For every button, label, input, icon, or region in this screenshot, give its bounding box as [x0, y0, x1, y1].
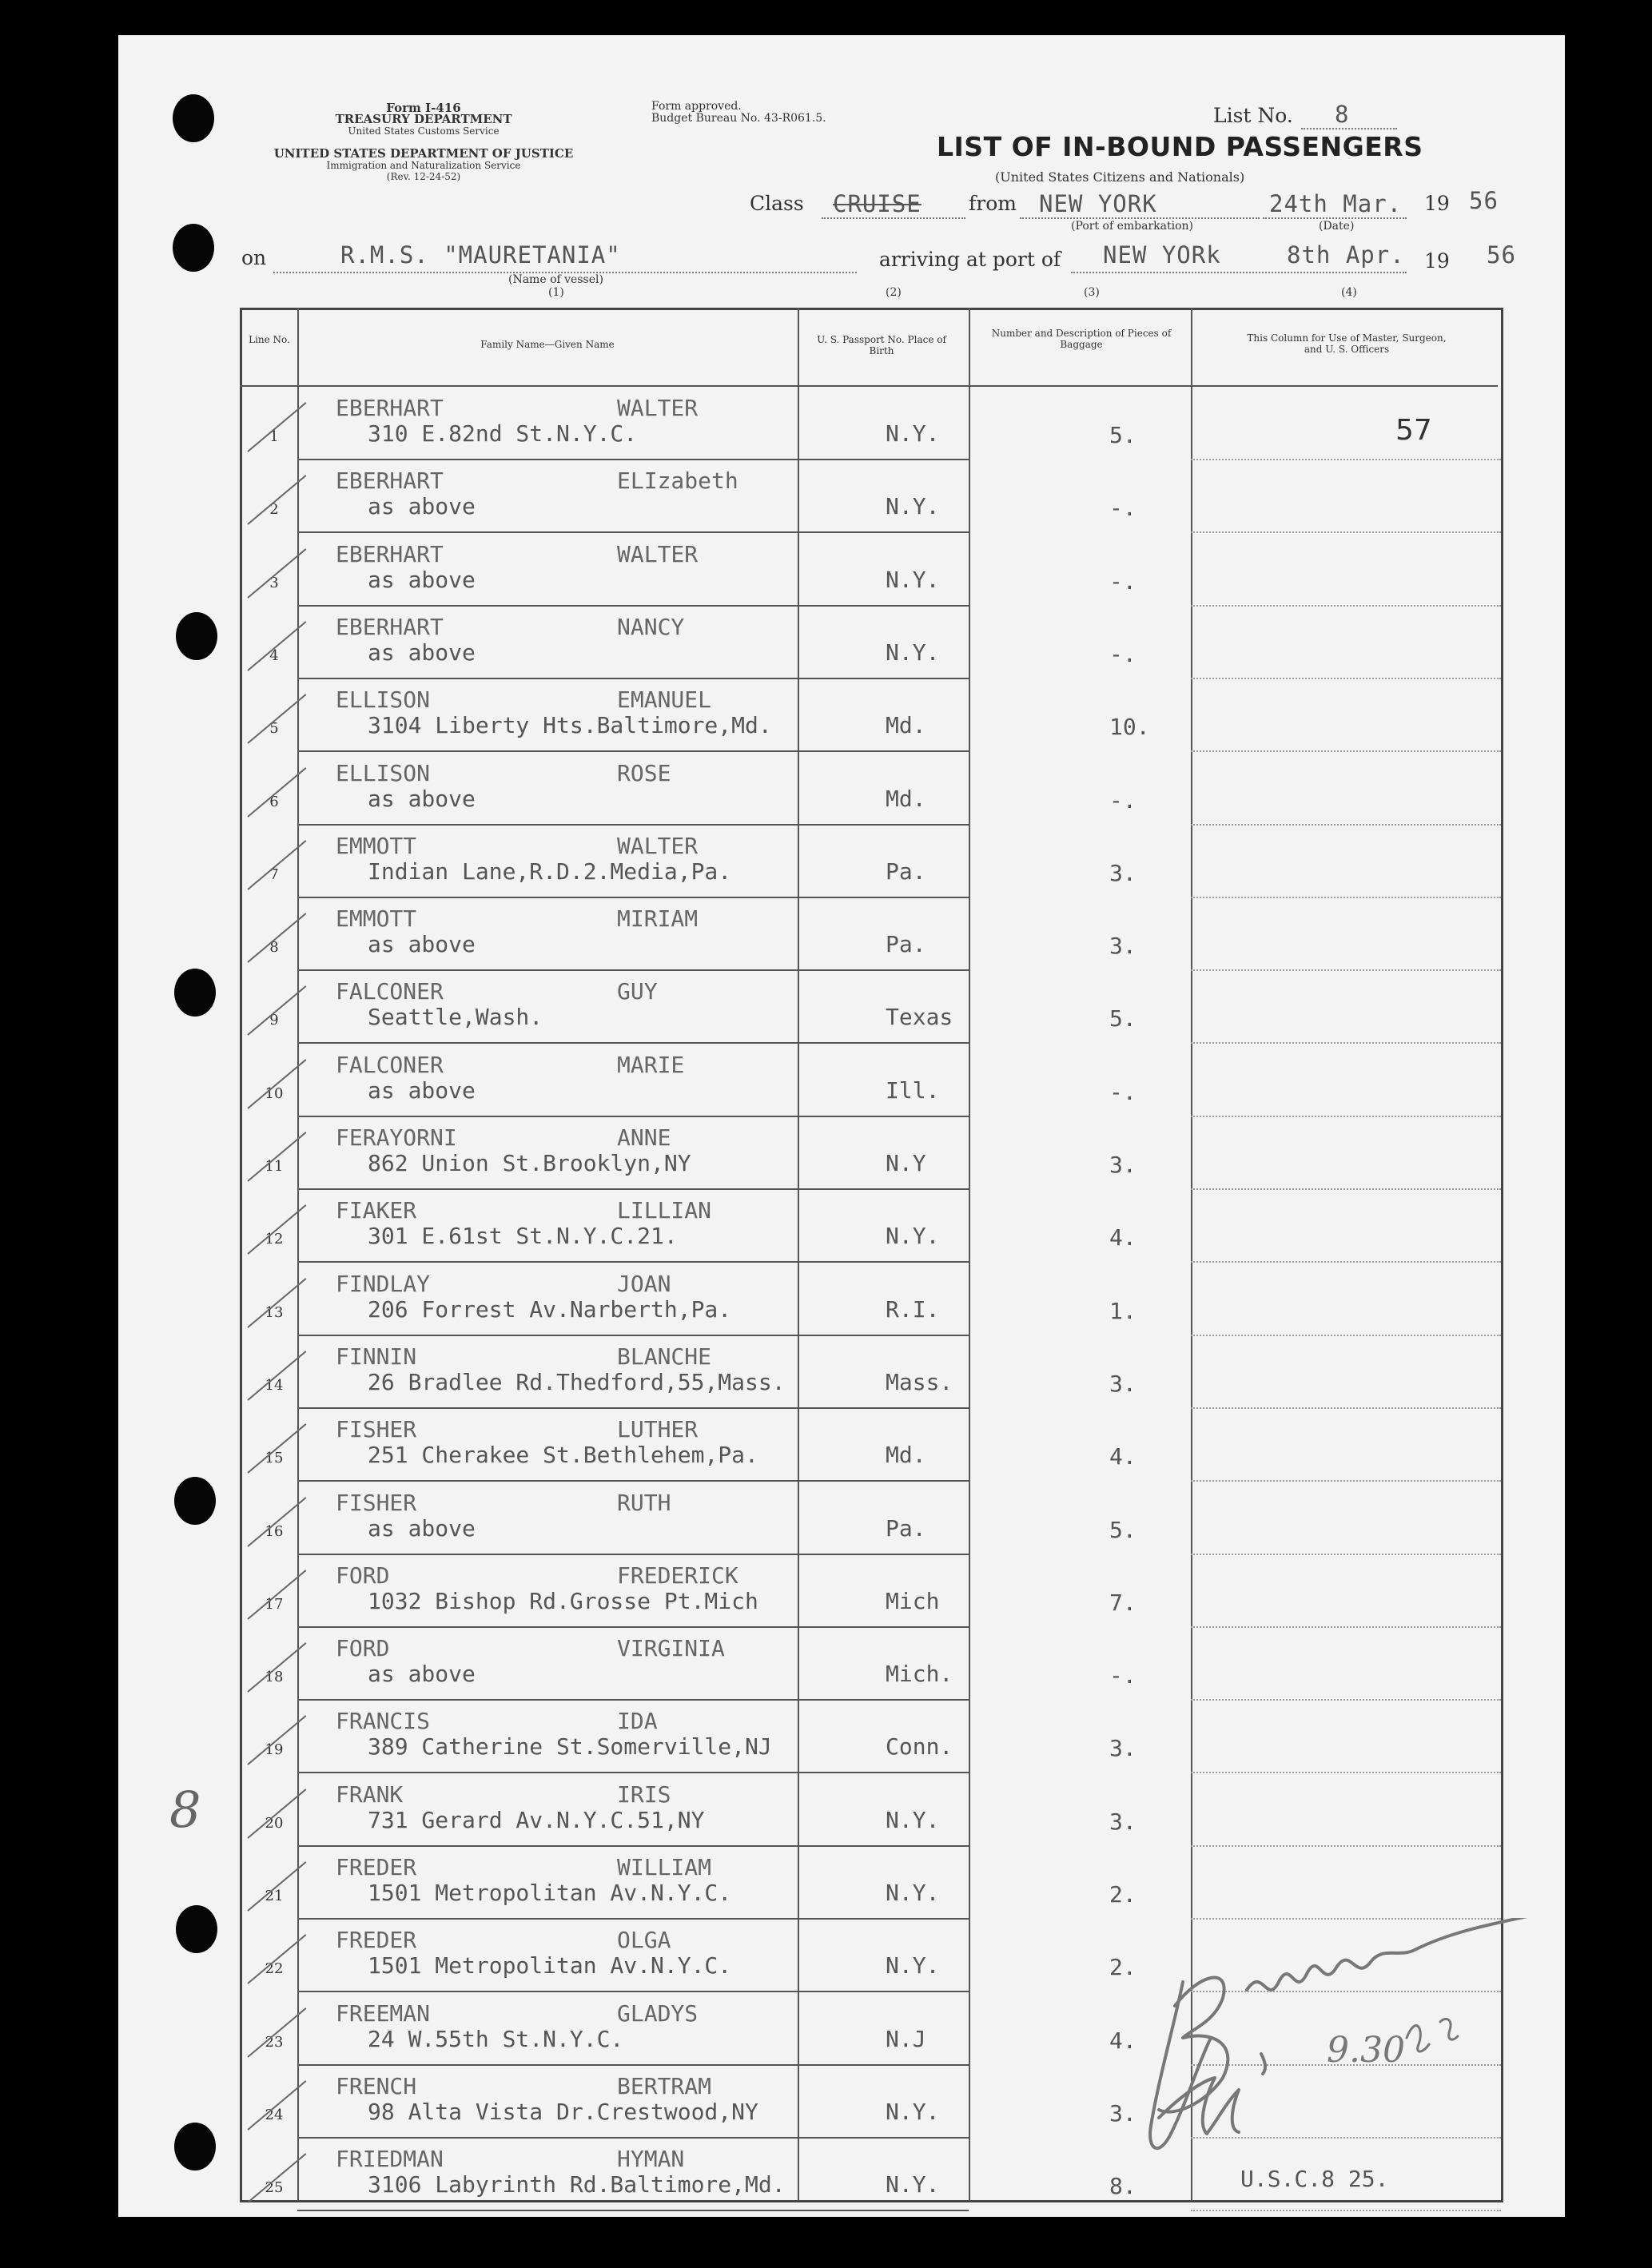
- date-line: [1263, 217, 1407, 219]
- line-number: 11: [265, 1158, 284, 1175]
- given-name: BERTRAM: [617, 2072, 712, 2099]
- address: Seattle,Wash.: [368, 1004, 543, 1031]
- binder-hole: [173, 94, 214, 142]
- document-subtitle: (United States Citizens and Nationals): [995, 169, 1245, 185]
- place-of-birth: N.Y.: [886, 493, 940, 520]
- line-number: 6: [269, 793, 279, 810]
- line-number: 25: [265, 2179, 284, 2197]
- baggage-count: -.: [1109, 495, 1136, 522]
- given-name: MIRIAM: [617, 905, 699, 933]
- address: as above: [368, 566, 476, 593]
- given-name: ANNE: [617, 1124, 671, 1151]
- place-of-birth: Pa.: [886, 931, 926, 958]
- class-label: Class: [750, 192, 804, 215]
- baggage-count: -.: [1109, 567, 1136, 595]
- table-row: [240, 1773, 1501, 1847]
- line-number: 13: [265, 1303, 284, 1321]
- baggage-count: 3.: [1109, 1152, 1136, 1178]
- place-of-birth: Mich: [886, 1587, 940, 1614]
- baggage-count: 5.: [1109, 422, 1136, 448]
- given-name: EMANUEL: [617, 686, 712, 714]
- family-name: FREDER: [336, 1927, 417, 1954]
- place-of-birth: N.Y.: [886, 2171, 940, 2198]
- row-rule: [297, 2210, 969, 2211]
- family-name: FERAYORNI: [336, 1124, 457, 1151]
- table-row: [240, 1554, 1501, 1628]
- family-name: EBERHART: [336, 613, 444, 640]
- line-number: 8: [269, 939, 279, 957]
- given-name: OLGA: [617, 1927, 671, 1954]
- family-name: FRANCIS: [336, 1708, 431, 1735]
- table-row: [240, 606, 1501, 679]
- baggage-count: 1.: [1109, 1297, 1136, 1324]
- address: 24 W.55th St.N.Y.C.: [368, 2025, 624, 2052]
- place-of-birth: Mass.: [886, 1368, 953, 1395]
- header-passport: U. S. Passport No. Place of Birth: [817, 334, 946, 356]
- place-of-birth: Md.: [886, 1442, 926, 1469]
- address: 862 Union St.Brooklyn,NY: [368, 1150, 691, 1176]
- given-name: IDA: [617, 1708, 658, 1735]
- table-row: [240, 1335, 1501, 1409]
- place-of-birth: Md.: [886, 785, 926, 812]
- class-line: [822, 217, 965, 219]
- from-label: from: [969, 192, 1017, 215]
- arriving-label: arriving at port of: [879, 248, 1061, 271]
- place-of-birth: N.J: [886, 2025, 926, 2052]
- given-name: ROSE: [617, 759, 671, 786]
- address: 3104 Liberty Hts.Baltimore,Md.: [368, 712, 772, 739]
- address: as above: [368, 493, 476, 520]
- table-row: [240, 1846, 1501, 1920]
- line-number: 4: [269, 647, 279, 664]
- place-of-birth: R.I.: [886, 1295, 940, 1323]
- address: 1032 Bishop Rd.Grosse Pt.Mich: [368, 1587, 758, 1614]
- caption-2: (2): [886, 286, 902, 299]
- year-value-2: 56: [1487, 241, 1516, 269]
- year-prefix: 19: [1424, 192, 1450, 215]
- baggage-count: 3.: [1109, 859, 1136, 886]
- family-name: FISHER: [336, 1489, 417, 1516]
- place-of-birth: N.Y.: [886, 1880, 940, 1906]
- baggage-count: 3.: [1109, 1735, 1136, 1762]
- family-name: FREEMAN: [336, 1999, 431, 2027]
- address: 3106 Labyrinth Rd.Baltimore,Md.: [368, 2171, 786, 2198]
- baggage-count: 3.: [1109, 1808, 1136, 1835]
- given-name: HYMAN: [617, 2146, 685, 2173]
- line-number: 20: [265, 1814, 284, 1832]
- place-of-birth: Pa.: [886, 1514, 926, 1542]
- baggage-count: -.: [1109, 640, 1136, 667]
- family-name: FORD: [336, 1635, 390, 1662]
- given-name: BLANCHE: [617, 1343, 712, 1370]
- header-line-no: Line No.: [249, 334, 290, 345]
- budget-bureau: Budget Bureau No. 43-R061.5.: [651, 112, 826, 125]
- address: 251 Cherakee St.Bethlehem,Pa.: [368, 1442, 758, 1469]
- line-number: 2: [269, 501, 279, 519]
- year-value: 56: [1469, 187, 1499, 214]
- given-name: WILLIAM: [617, 1854, 712, 1880]
- place-of-birth: Ill.: [886, 1076, 940, 1104]
- baggage-count: -.: [1109, 786, 1136, 814]
- dept-justice-sub: Immigration and Naturalization Service: [326, 160, 521, 171]
- baggage-count: -.: [1109, 1662, 1136, 1689]
- baggage-count: 3.: [1109, 1370, 1136, 1397]
- baggage-count: 4.: [1109, 1443, 1136, 1470]
- family-name: FRIEDMAN: [336, 2146, 444, 2173]
- header-name: Family Name—Given Name: [480, 339, 615, 350]
- place-of-birth: N.Y.: [886, 2098, 940, 2125]
- place-of-birth: Conn.: [886, 1733, 953, 1761]
- address: 310 E.82nd St.N.Y.C.: [368, 420, 638, 447]
- address: as above: [368, 1661, 476, 1688]
- table-row: [240, 1700, 1501, 1773]
- form-revision: (Rev. 12-24-52): [386, 171, 461, 182]
- baggage-count: 3.: [1109, 933, 1136, 960]
- address: 731 Gerard Av.N.Y.C.51,NY: [368, 1806, 705, 1833]
- place-of-birth: Md.: [886, 712, 926, 739]
- from-value: NEW YORK: [1039, 190, 1157, 217]
- form-approved: Form approved.: [651, 100, 742, 113]
- table-row: [240, 678, 1501, 752]
- family-name: FRENCH: [336, 2072, 417, 2099]
- address: as above: [368, 639, 476, 666]
- family-name: FALCONER: [336, 1051, 444, 1078]
- place-of-birth: N.Y: [886, 1150, 926, 1176]
- binder-hole: [174, 1477, 216, 1525]
- address: 1501 Metropolitan Av.N.Y.C.: [368, 1952, 732, 1980]
- place-of-birth: N.Y.: [886, 1952, 940, 1980]
- family-name: EMMOTT: [336, 832, 417, 859]
- list-no-value: 8: [1335, 101, 1350, 128]
- line-number: 16: [265, 1522, 284, 1540]
- place-of-birth: N.Y.: [886, 639, 940, 666]
- given-name: FREDERICK: [617, 1562, 738, 1589]
- table-row: [240, 1263, 1501, 1336]
- header-baggage: Number and Description of Pieces of Baggage: [991, 328, 1172, 350]
- line-number: 10: [265, 1084, 284, 1102]
- family-name: FINDLAY: [336, 1270, 431, 1297]
- arrival-date: 8th Apr.: [1287, 241, 1405, 269]
- line-number: 19: [265, 1741, 284, 1759]
- table-row: [240, 897, 1501, 971]
- place-of-birth: Mich.: [886, 1661, 953, 1688]
- year-prefix-2: 19: [1424, 249, 1450, 273]
- table-row: [240, 1189, 1501, 1263]
- place-of-birth: N.Y.: [886, 566, 940, 593]
- address: as above: [368, 931, 476, 958]
- address: 1501 Metropolitan Av.N.Y.C.: [368, 1880, 732, 1906]
- class-value: CRUISE: [833, 190, 922, 217]
- given-name: VIRGINIA: [617, 1635, 725, 1662]
- caption-1: (1): [548, 286, 564, 299]
- baggage-count: -.: [1109, 1078, 1136, 1105]
- place-of-birth: Pa.: [886, 857, 926, 885]
- table-row: [240, 970, 1501, 1044]
- caption-3: (3): [1084, 286, 1100, 299]
- address: 26 Bradlee Rd.Thedford,55,Mass.: [368, 1368, 786, 1395]
- given-name: ELIzabeth: [617, 468, 738, 495]
- given-name: WALTER: [617, 395, 699, 421]
- table-row: [240, 825, 1501, 898]
- baggage-count: 2.: [1109, 1954, 1136, 1981]
- family-name: EBERHART: [336, 468, 444, 495]
- signature-time: 9.30: [1327, 2030, 1405, 2071]
- table-row: [240, 1116, 1501, 1190]
- place-of-birth: N.Y.: [886, 420, 940, 447]
- given-name: GUY: [617, 978, 658, 1005]
- given-name: NANCY: [617, 613, 685, 640]
- line-number: 9: [269, 1012, 279, 1029]
- caption-4: (4): [1341, 286, 1357, 299]
- binder-hole: [174, 2123, 216, 2171]
- given-name: WALTER: [617, 540, 699, 567]
- dept-treasury: TREASURY DEPARTMENT: [335, 112, 512, 126]
- line-number: 3: [269, 574, 279, 591]
- line-number: 1: [269, 428, 279, 445]
- table-row: [240, 460, 1501, 533]
- form-number: Form I-416: [386, 101, 461, 115]
- baggage-count: 3.: [1109, 2099, 1136, 2127]
- date-caption: (Date): [1319, 220, 1355, 233]
- address: as above: [368, 1514, 476, 1542]
- address: 98 Alta Vista Dr.Crestwood,NY: [368, 2098, 758, 2125]
- port-embarkation-caption: (Port of embarkation): [1071, 220, 1193, 233]
- row-rule-dotted: [1191, 2210, 1501, 2211]
- line-number: 21: [265, 1888, 284, 1904]
- given-name: MARIE: [617, 1051, 685, 1078]
- baggage-count: 4.: [1109, 1224, 1136, 1251]
- line-number: 5: [269, 720, 279, 738]
- margin-mark: 8: [169, 1781, 201, 1839]
- list-no-line: [1301, 128, 1397, 129]
- line-number: 12: [265, 1231, 284, 1248]
- line-number: 7: [269, 865, 279, 883]
- family-name: FORD: [336, 1562, 390, 1589]
- baggage-count: 4.: [1109, 2027, 1136, 2054]
- dept-justice: UNITED STATES DEPARTMENT OF JUSTICE: [273, 146, 574, 161]
- vessel-name: R.M.S. "MAURETANIA": [340, 241, 621, 269]
- address: 206 Forrest Av.Narberth,Pa.: [368, 1295, 732, 1323]
- line-number: 24: [265, 2106, 284, 2123]
- place-of-birth: N.Y.: [886, 1223, 940, 1250]
- binder-hole: [174, 969, 216, 1017]
- table-row: [240, 533, 1501, 607]
- family-name: ELLISON: [336, 759, 431, 786]
- line-number: 18: [265, 1669, 284, 1686]
- binder-hole: [176, 1905, 217, 1953]
- family-name: EMMOTT: [336, 905, 417, 933]
- given-name: GLADYS: [617, 1999, 699, 2027]
- dept-treasury-sub: United States Customs Service: [348, 125, 500, 137]
- baggage-count: 5.: [1109, 1005, 1136, 1033]
- signature: [1127, 1918, 1574, 2182]
- baggage-count: 7.: [1109, 1589, 1136, 1616]
- document-title: LIST OF IN-BOUND PASSENGERS: [937, 131, 1423, 162]
- date-value: 24th Mar.: [1269, 190, 1403, 217]
- from-line: [1020, 217, 1260, 219]
- family-name: FISHER: [336, 1416, 417, 1443]
- vessel-caption: (Name of vessel): [508, 273, 603, 286]
- binder-hole: [173, 224, 214, 272]
- address: as above: [368, 785, 476, 812]
- given-name: IRIS: [617, 1781, 671, 1808]
- family-name: ELLISON: [336, 686, 431, 714]
- baggage-count: 2.: [1109, 1881, 1136, 1908]
- address: 389 Catherine St.Somerville,NJ: [368, 1733, 772, 1761]
- family-name: EBERHART: [336, 540, 444, 567]
- family-name: FALCONER: [336, 978, 444, 1005]
- family-name: EBERHART: [336, 395, 444, 421]
- given-name: LUTHER: [617, 1416, 699, 1443]
- address: Indian Lane,R.D.2.Media,Pa.: [368, 857, 732, 885]
- address: 301 E.61st St.N.Y.C.21.: [368, 1223, 678, 1250]
- line-number: 17: [265, 1595, 284, 1613]
- baggage-count: 5.: [1109, 1516, 1136, 1543]
- arrival-line: [1071, 272, 1407, 273]
- given-name: LILLIAN: [617, 1197, 712, 1224]
- table-row: [240, 1044, 1501, 1117]
- given-name: JOAN: [617, 1270, 671, 1297]
- table-row: [240, 1408, 1501, 1482]
- baggage-count: 10.: [1109, 714, 1150, 741]
- address: as above: [368, 1076, 476, 1104]
- place-of-birth: Texas: [886, 1004, 953, 1031]
- line-number: 14: [265, 1376, 284, 1394]
- table-row: [240, 387, 1501, 460]
- line-number: 22: [265, 1960, 284, 1978]
- line-number: 15: [265, 1450, 284, 1467]
- family-name: FIAKER: [336, 1197, 417, 1224]
- footer-stamp: U.S.C.8 25.: [1240, 2166, 1389, 2192]
- table-row: [240, 1482, 1501, 1555]
- place-of-birth: N.Y.: [886, 1806, 940, 1833]
- on-label: on: [241, 246, 267, 269]
- header-officers: This Column for Use of Master, Surgeon, and U. S. Officers: [1247, 332, 1447, 355]
- family-name: FRANK: [336, 1781, 404, 1808]
- family-name: FREDER: [336, 1854, 417, 1880]
- table-row: [240, 1627, 1501, 1701]
- baggage-count: 8.: [1109, 2173, 1136, 2200]
- officer-count: 57: [1395, 414, 1432, 447]
- arrival-port: NEW YORk: [1103, 241, 1221, 269]
- given-name: WALTER: [617, 832, 699, 859]
- line-number: 23: [265, 2033, 284, 2051]
- list-no-label: List No.: [1213, 104, 1293, 127]
- given-name: RUTH: [617, 1489, 671, 1516]
- table-row: [240, 752, 1501, 826]
- family-name: FINNIN: [336, 1343, 417, 1370]
- binder-hole: [176, 612, 217, 660]
